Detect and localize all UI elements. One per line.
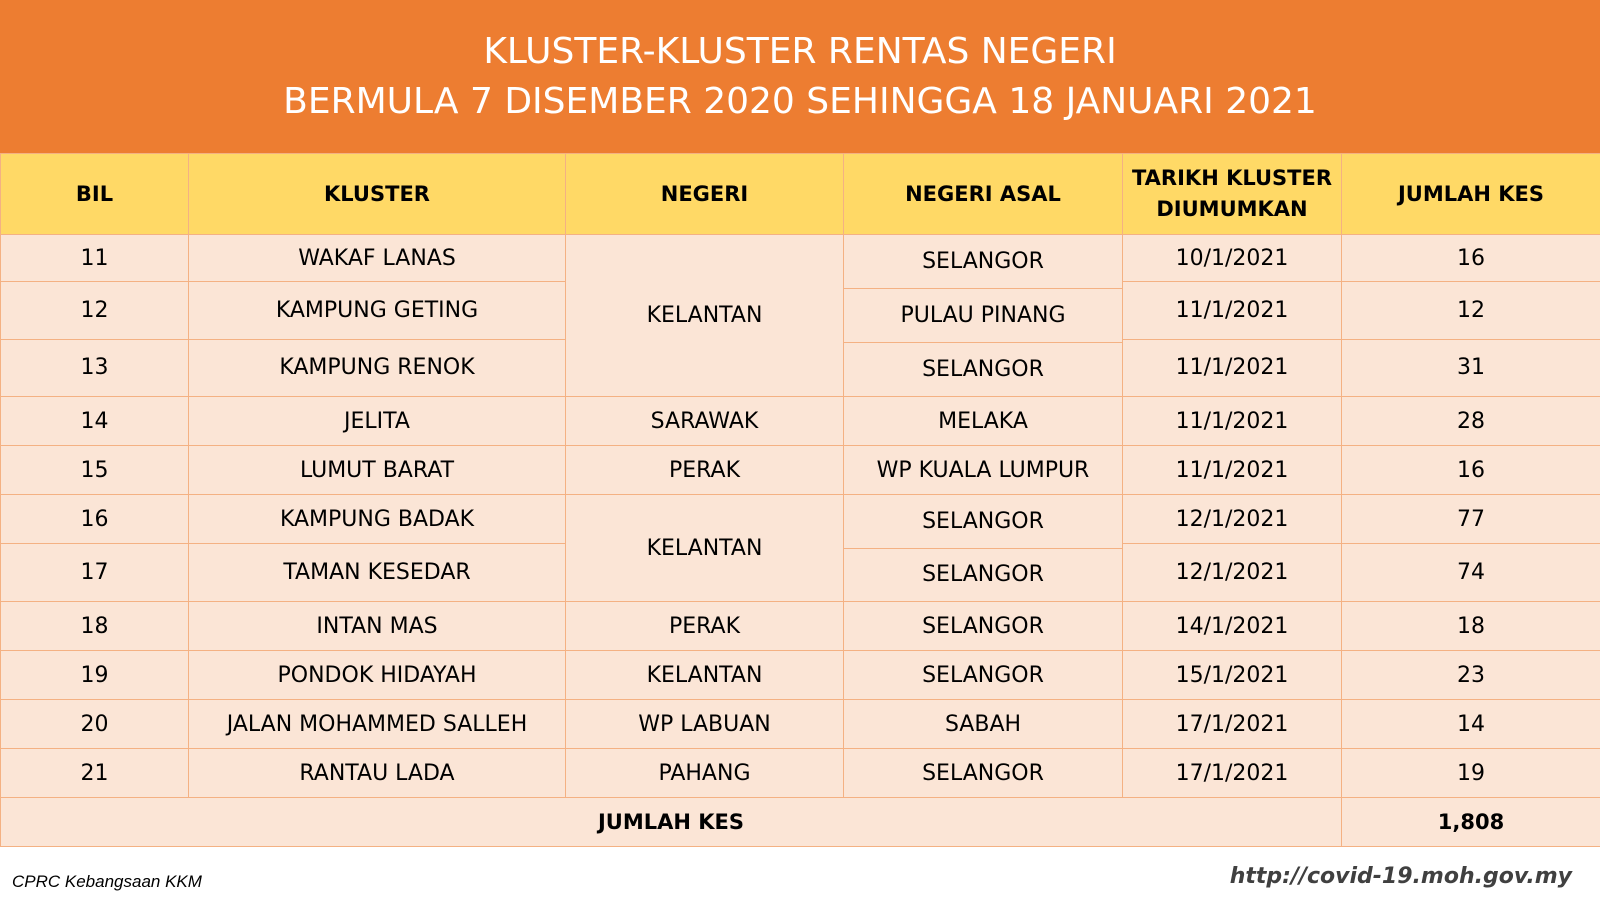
cell-kluster: PONDOK HIDAYAH (189, 651, 566, 700)
header-negeri-asal: NEGERI ASAL (844, 154, 1123, 235)
cell-tarikh: 12/1/2021 (1123, 495, 1342, 544)
title-line-1: KLUSTER-KLUSTER RENTAS NEGERI (483, 30, 1117, 72)
cell-negeri-asal: MELAKA (844, 397, 1123, 446)
total-value: 1,808 (1342, 798, 1600, 847)
cell-jumlah: 12 (1342, 282, 1600, 339)
cell-bil: 16 (1, 495, 189, 544)
cell-jumlah: 28 (1342, 397, 1600, 446)
cell-tarikh: 11/1/2021 (1123, 339, 1342, 396)
cell-kluster: TAMAN KESEDAR (189, 544, 566, 602)
cell-jumlah: 31 (1342, 339, 1600, 396)
cell-bil: 20 (1, 700, 189, 749)
cell-tarikh: 14/1/2021 (1123, 602, 1342, 651)
cell-kluster: INTAN MAS (189, 602, 566, 651)
cell-kluster: RANTAU LADA (189, 749, 566, 798)
cell-tarikh: 10/1/2021 (1123, 235, 1342, 282)
cell-negeri-asal-group (844, 235, 1123, 397)
cell-jumlah: 14 (1342, 700, 1600, 749)
header-kluster: KLUSTER (189, 154, 566, 235)
cell-jumlah: 77 (1342, 495, 1600, 544)
cell-negeri-asal: SELANGOR (844, 749, 1123, 798)
cell-bil: 13 (1, 339, 189, 396)
cell-jumlah: 16 (1342, 446, 1600, 495)
cell-negeri: PERAK (566, 602, 844, 651)
total-row (1, 798, 1600, 847)
table-row (1, 446, 1600, 495)
header-bil: BIL (1, 154, 189, 235)
table-row (1, 651, 1600, 700)
table-header-row (1, 154, 1600, 235)
table-row (1, 235, 1600, 282)
cluster-table (0, 153, 1600, 847)
cell-tarikh: 17/1/2021 (1123, 749, 1342, 798)
table-row (1, 700, 1600, 749)
negeri-asal-item: SELANGOR (922, 249, 1044, 274)
source-credit: CPRC Kebangsaan KKM (12, 872, 202, 891)
negeri-asal-item: SELANGOR (922, 508, 1044, 534)
cell-negeri-asal: WP KUALA LUMPUR (844, 446, 1123, 495)
cell-jumlah: 74 (1342, 544, 1600, 602)
cell-kluster: LUMUT BARAT (189, 446, 566, 495)
negeri-asal-item: PULAU PINANG (844, 288, 1122, 342)
cell-kluster: WAKAF LANAS (189, 235, 566, 282)
cell-bil: 11 (1, 235, 189, 282)
cell-tarikh: 11/1/2021 (1123, 446, 1342, 495)
header-negeri: NEGERI (566, 154, 844, 235)
cell-kluster: JELITA (189, 397, 566, 446)
cell-negeri: PERAK (566, 446, 844, 495)
cell-negeri-asal: SABAH (844, 700, 1123, 749)
cell-tarikh: 15/1/2021 (1123, 651, 1342, 700)
table-row (1, 397, 1600, 446)
cell-bil: 12 (1, 282, 189, 339)
cell-negeri: WP LABUAN (566, 700, 844, 749)
title-banner (0, 0, 1600, 153)
cell-negeri: KELANTAN (566, 651, 844, 700)
table-row (1, 749, 1600, 798)
cell-kluster: KAMPUNG RENOK (189, 339, 566, 396)
title-line-2: BERMULA 7 DISEMBER 2020 SEHINGGA 18 JANUARI 2021 (283, 80, 1317, 122)
cell-tarikh: 17/1/2021 (1123, 700, 1342, 749)
cell-jumlah: 18 (1342, 602, 1600, 651)
cell-negeri-asal: SELANGOR (844, 651, 1123, 700)
cell-kluster: KAMPUNG BADAK (189, 495, 566, 544)
cell-jumlah: 23 (1342, 651, 1600, 700)
cell-bil: 14 (1, 397, 189, 446)
cell-bil: 15 (1, 446, 189, 495)
cell-negeri: PAHANG (566, 749, 844, 798)
cell-bil: 17 (1, 544, 189, 602)
cell-jumlah: 16 (1342, 235, 1600, 282)
cell-kluster: KAMPUNG GETING (189, 282, 566, 339)
cell-kluster: JALAN MOHAMMED SALLEH (189, 700, 566, 749)
cell-tarikh: 11/1/2021 (1123, 397, 1342, 446)
cell-negeri: SARAWAK (566, 397, 844, 446)
table-row (1, 495, 1600, 544)
negeri-asal-item: SELANGOR (844, 548, 1122, 602)
header-jumlah: JUMLAH KES (1342, 154, 1600, 235)
website-url: http://covid-19.moh.gov.my (1229, 864, 1572, 889)
header-tarikh: TARIKH KLUSTER DIUMUMKAN (1123, 154, 1342, 235)
cell-jumlah: 19 (1342, 749, 1600, 798)
cell-negeri-asal-group (844, 495, 1123, 602)
negeri-asal-item: SELANGOR (844, 342, 1122, 396)
cell-negeri-group: KELANTAN (566, 235, 844, 397)
cluster-table-container (0, 153, 1600, 847)
cell-tarikh: 12/1/2021 (1123, 544, 1342, 602)
cell-bil: 19 (1, 651, 189, 700)
cell-negeri-group: KELANTAN (566, 495, 844, 602)
cell-bil: 18 (1, 602, 189, 651)
table-row (1, 602, 1600, 651)
cell-bil: 21 (1, 749, 189, 798)
cell-tarikh: 11/1/2021 (1123, 282, 1342, 339)
cell-negeri-asal: SELANGOR (844, 602, 1123, 651)
total-label: JUMLAH KES (1, 798, 1342, 847)
